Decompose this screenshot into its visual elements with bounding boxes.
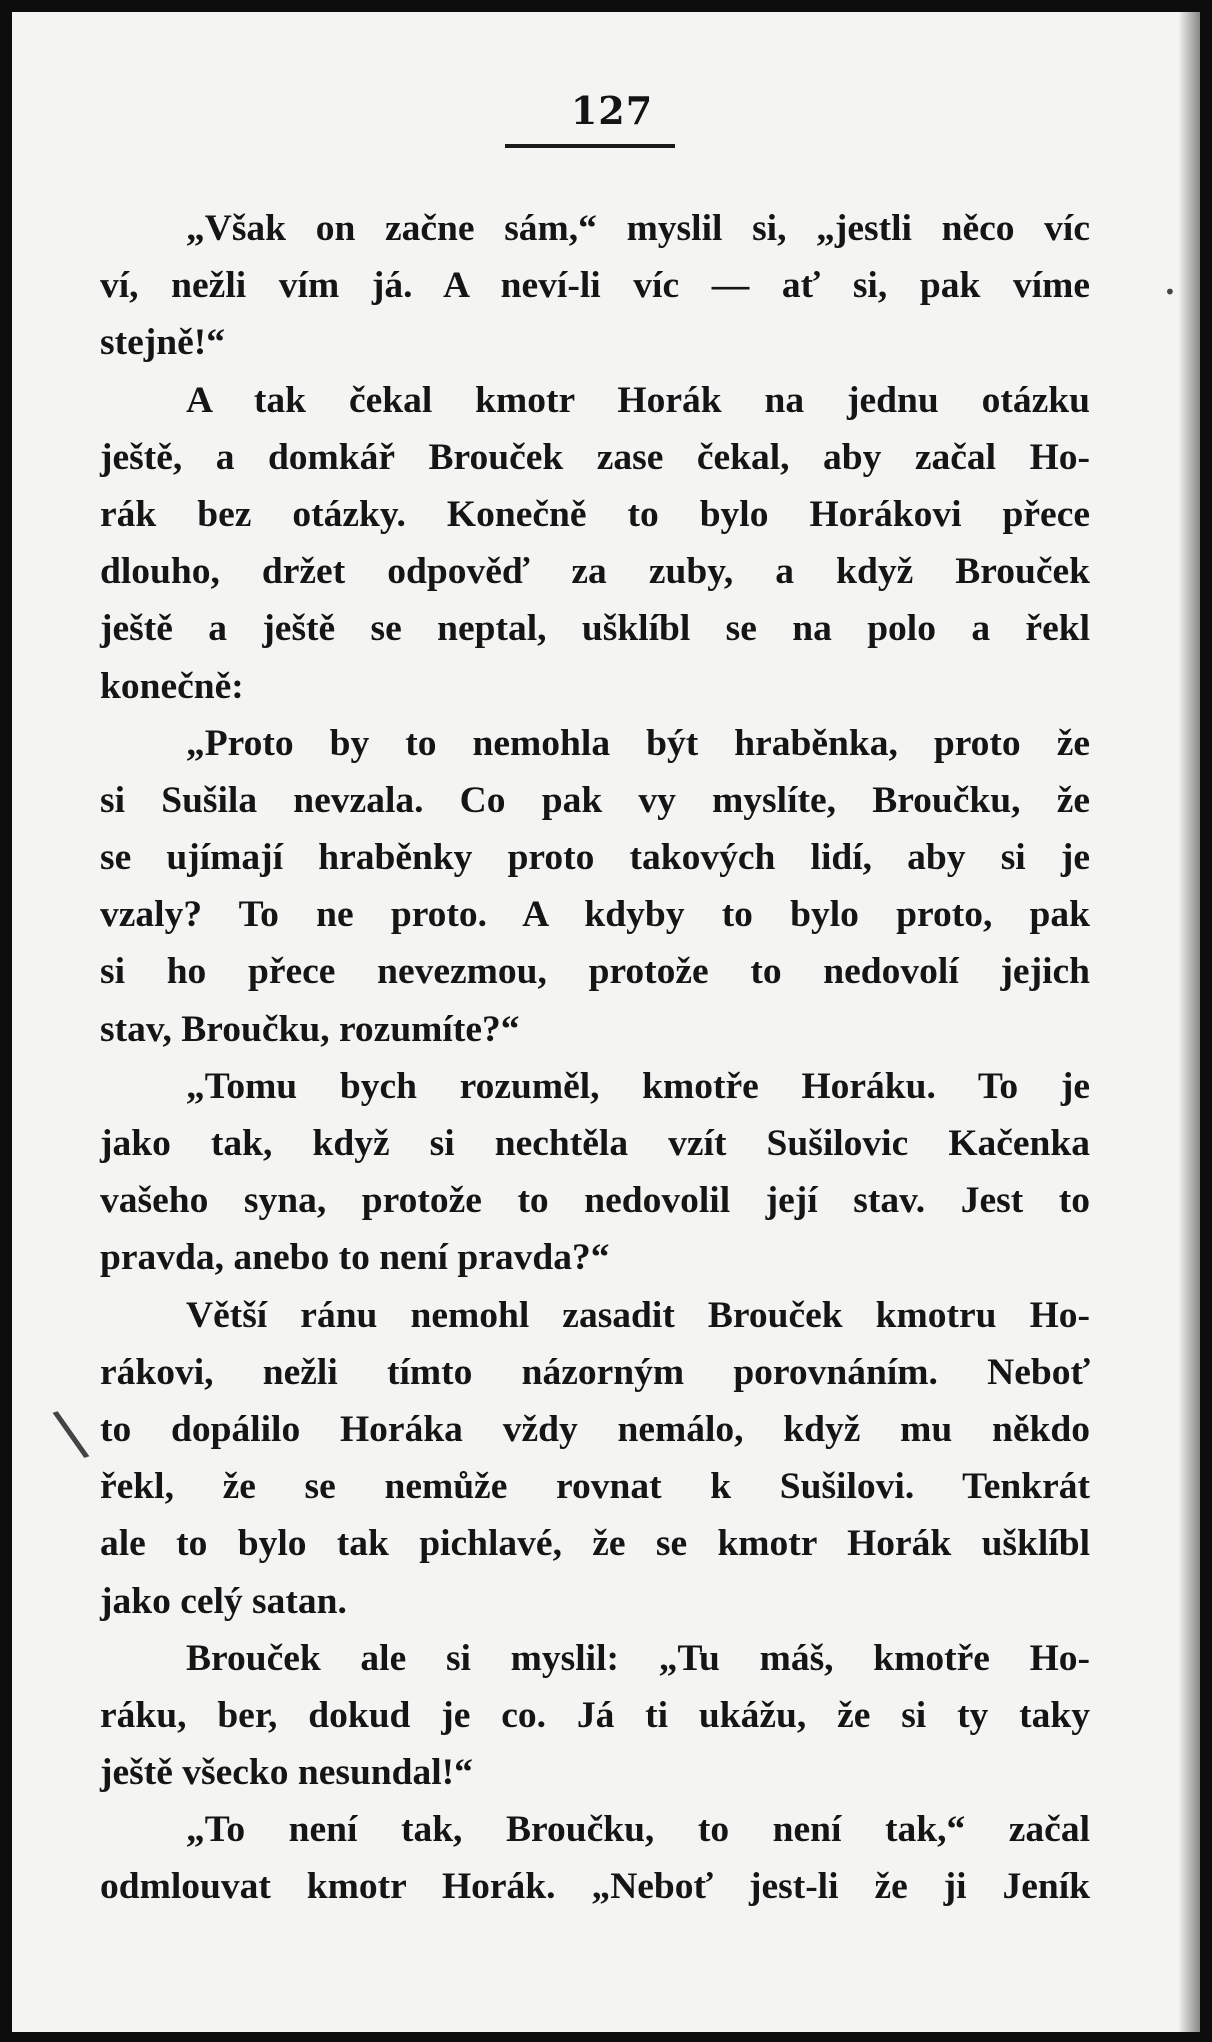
text-line: ještě, a domkář Brouček zase čekal, aby začal Ho- [100,436,1090,478]
text-line: odmlouvat kmotr Horák. „Neboť jest-li že ji Jeník [100,1866,1090,1908]
text-line: „To není tak, Broučku, to není tak,“ začal [186,1809,1090,1851]
text-line: si ho přece nevezmou, protože to nedovolí jejich [100,951,1090,993]
margin-stroke: \ [49,1395,93,1473]
text-line: vzaly? To ne proto. A kdyby to bylo proto, pak [100,894,1090,936]
text-line: „Proto by to nemohla být hraběnka, proto že [186,722,1090,764]
text-line: konečně: [100,665,244,707]
text-line: si Sušila nevzala. Co pak vy myslíte, Broučku, že [100,779,1090,821]
text-line: to dopálilo Horáka vždy nemálo, když mu někdo [100,1408,1090,1450]
body-text [100,200,1090,1916]
text-line: stejně!“ [100,322,225,364]
text-line: jako celý satan. [100,1580,347,1622]
text-line: vašeho syna, protože to nedovolil její stav. Jest to [100,1180,1090,1222]
text-line: A tak čekal kmotr Horák na jednu otázku [186,379,1090,421]
book-page [12,12,1200,2032]
text-line: ale to bylo tak pichlavé, že se kmotr Horák ušklíbl [100,1523,1090,1565]
text-line: ví, nežli vím já. A neví-li víc — ať si, pak víme [100,265,1090,307]
text-line: pravda, anebo to není pravda?“ [100,1237,610,1279]
margin-mark: • [1164,280,1176,304]
page-number-rule [505,144,675,148]
text-line: Větší ránu nemohl zasadit Brouček kmotru Ho- [186,1294,1090,1336]
text-line: stav, Broučku, rozumíte?“ [100,1008,520,1050]
text-line: dlouho, držet odpověď za zuby, a když Brouček [100,551,1090,593]
text-line: „Tomu bych rozuměl, kmotře Horáku. To je [186,1065,1090,1107]
page-edge-shadow [1178,12,1200,2032]
text-line: ráku, ber, dokud je co. Já ti ukážu, že si ty taky [100,1694,1090,1736]
text-line: ještě a ještě se neptal, ušklíbl se na polo a řekl [100,608,1090,650]
text-line: jako tak, když si nechtěla vzít Sušilovic Kačenka [100,1123,1090,1164]
text-line: rákovi, nežli tímto názorným porovnáním. Neboť [100,1351,1090,1393]
text-line: ještě všecko nesundal!“ [100,1752,473,1794]
page-number: 127 [570,88,654,133]
text-line: „Však on začne sám,“ myslil si, „jestli něco víc [186,208,1090,249]
text-line: se ujímají hraběnky proto takových lidí, aby si je [100,837,1090,879]
text-line: Brouček ale si myslil: „Tu máš, kmotře Ho- [186,1637,1090,1679]
text-line: rák bez otázky. Konečně to bylo Horákovi přece [100,493,1090,535]
text-line: řekl, že se nemůže rovnat k Sušilovi. Tenkrát [100,1466,1090,1508]
